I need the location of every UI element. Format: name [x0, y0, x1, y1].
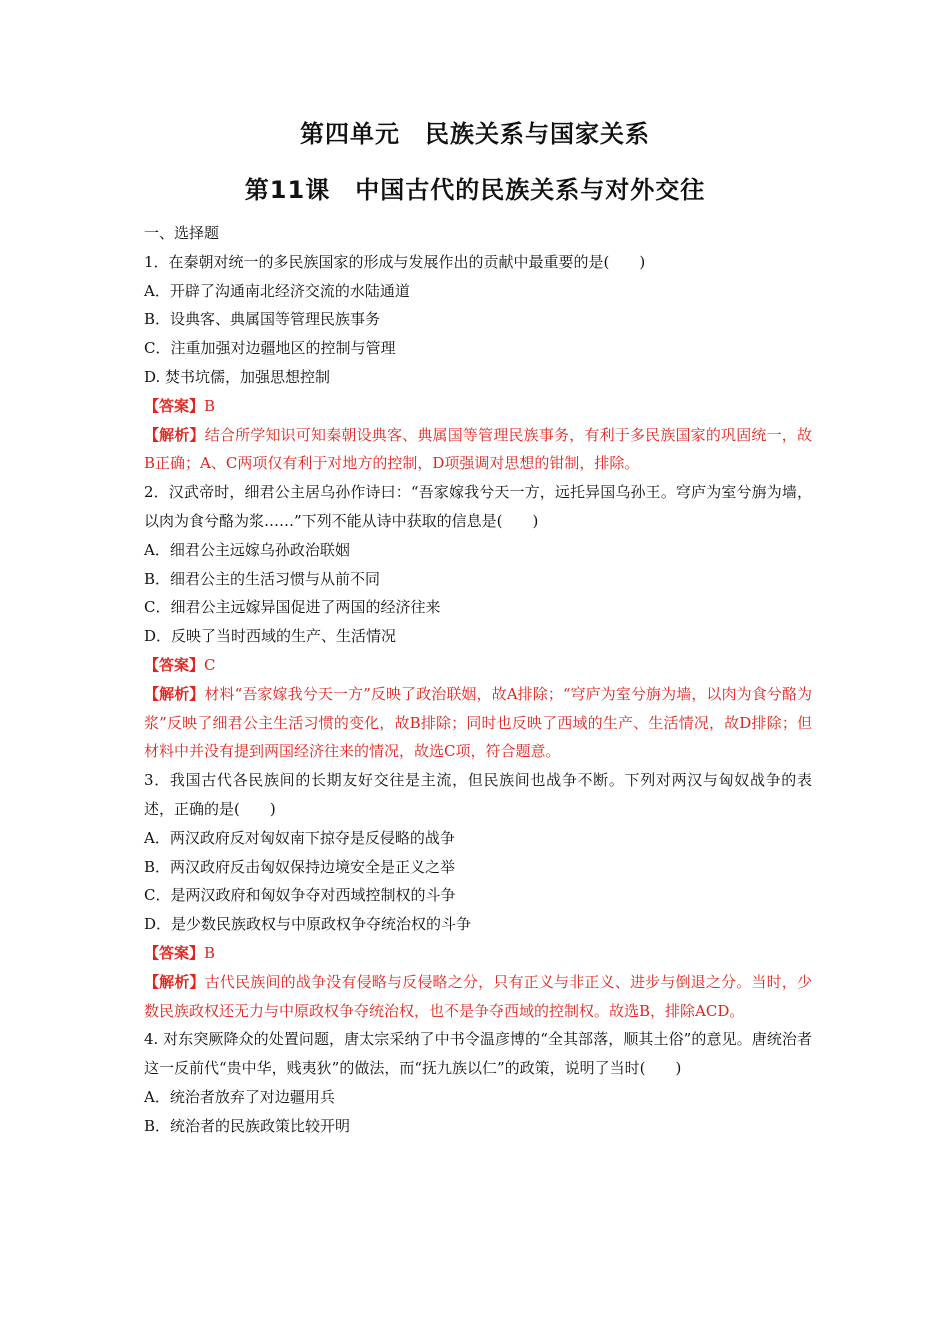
- section-heading: 一、选择题: [144, 224, 220, 242]
- answer-value: B: [204, 943, 216, 962]
- analysis-label: 【解析】: [144, 425, 205, 444]
- question-stem: 1．在秦朝对统一的多民族国家的形成与发展作出的贡献中最重要的是( ): [144, 252, 646, 271]
- answer-value: C: [204, 655, 216, 674]
- question-stem: 2．汉武帝时，细君公主居乌孙作诗曰：“吾家嫁我兮天一方，远托异国乌孙王。穹庐为室兮旃为墙，以肉为食兮酪为浆……”下列不能从诗中获取的信息是( ): [144, 483, 812, 530]
- analysis-block: [144, 680, 812, 766]
- option-a: A．细君公主远嫁乌孙政治联姻: [144, 540, 350, 559]
- unit-title: 第四单元 民族关系与国家关系: [300, 120, 650, 148]
- answer-line: [144, 939, 812, 968]
- question-stem: 3．我国古代各民族间的长期友好交往是主流，但民族间也战争不断。下列对两汉与匈奴战争的表述，正确的是( ): [144, 771, 812, 818]
- answer-label: 【答案】: [144, 655, 205, 674]
- option-a: A．统治者放弃了对边疆用兵: [144, 1087, 335, 1106]
- option-d: D．是少数民族政权与中原政权争夺统治权的斗争: [144, 915, 472, 934]
- analysis-text: 古代民族间的战争没有侵略与反侵略之分，只有正义与非正义、进步与倒退之分。当时，少数民族政权还无力与中原政权争夺统治权，也不是争夺西域的控制权。故选B，排除ACD。: [144, 972, 812, 1020]
- answer-line: [144, 392, 812, 421]
- analysis-block: [144, 968, 812, 1026]
- question-4: [144, 1025, 812, 1140]
- lesson-title: 第11课 中国古代的民族关系与对外交往: [244, 176, 706, 204]
- option-c: C．注重加强对边疆地区的控制与管理: [144, 339, 396, 358]
- analysis-text: 结合所学知识可知秦朝设典客、典属国等管理民族事务，有利于多民族国家的巩固统一，故B正确；A、C两项仅有利于对地方的控制，D项强调对思想的钳制，排除。: [144, 425, 812, 473]
- option-d: D. 焚书坑儒，加强思想控制: [144, 367, 331, 386]
- answer-label: 【答案】: [144, 943, 205, 962]
- option-d: D．反映了当时西域的生产、生活情况: [144, 627, 397, 646]
- analysis-label: 【解析】: [144, 684, 205, 703]
- option-a: A．开辟了沟通南北经济交流的水陆通道: [144, 281, 410, 300]
- answer-value: B: [204, 396, 216, 415]
- analysis-block: [144, 421, 812, 479]
- option-a: A．两汉政府反对匈奴南下掠夺是反侵略的战争: [144, 828, 455, 847]
- document-body: [144, 219, 812, 1141]
- answer-label: 【答案】: [144, 396, 205, 415]
- analysis-text: 材料“吾家嫁我兮天一方”反映了政治联姻，故A排除；“穹庐为室兮旃为墙，以肉为食兮酪为浆”反映了细君公主生活习惯的变化，故B排除；同时也反映了西域的生产、生活情况，故D排除；但材料中并没有提到两国经济往来的情况，故选C项，符合题意。: [144, 684, 812, 761]
- option-b: B．细君公主的生活习惯与从前不同: [144, 569, 381, 588]
- option-b: B．设典客、典属国等管理民族事务: [144, 310, 381, 329]
- question-2: [144, 478, 812, 766]
- option-b: B．统治者的民族政策比较开明: [144, 1116, 351, 1135]
- option-c: C．是两汉政府和匈奴争夺对西域控制权的斗争: [144, 886, 456, 905]
- question-stem: 4. 对东突厥降众的处置问题，唐太宗采纳了中书令温彦博的“全其部落，顺其土俗”的意见。唐统治者这一反前代“贵中华，贱夷狄”的做法，而“抚九族以仁”的政策，说明了当时( ): [144, 1030, 812, 1078]
- analysis-label: 【解析】: [144, 972, 205, 991]
- question-1: [144, 248, 812, 478]
- option-c: C．细君公主远嫁异国促进了两国的经济往来: [144, 598, 441, 617]
- option-b: B．两汉政府反击匈奴保持边境安全是正义之举: [144, 857, 456, 876]
- answer-line: [144, 651, 812, 680]
- question-3: [144, 766, 812, 1025]
